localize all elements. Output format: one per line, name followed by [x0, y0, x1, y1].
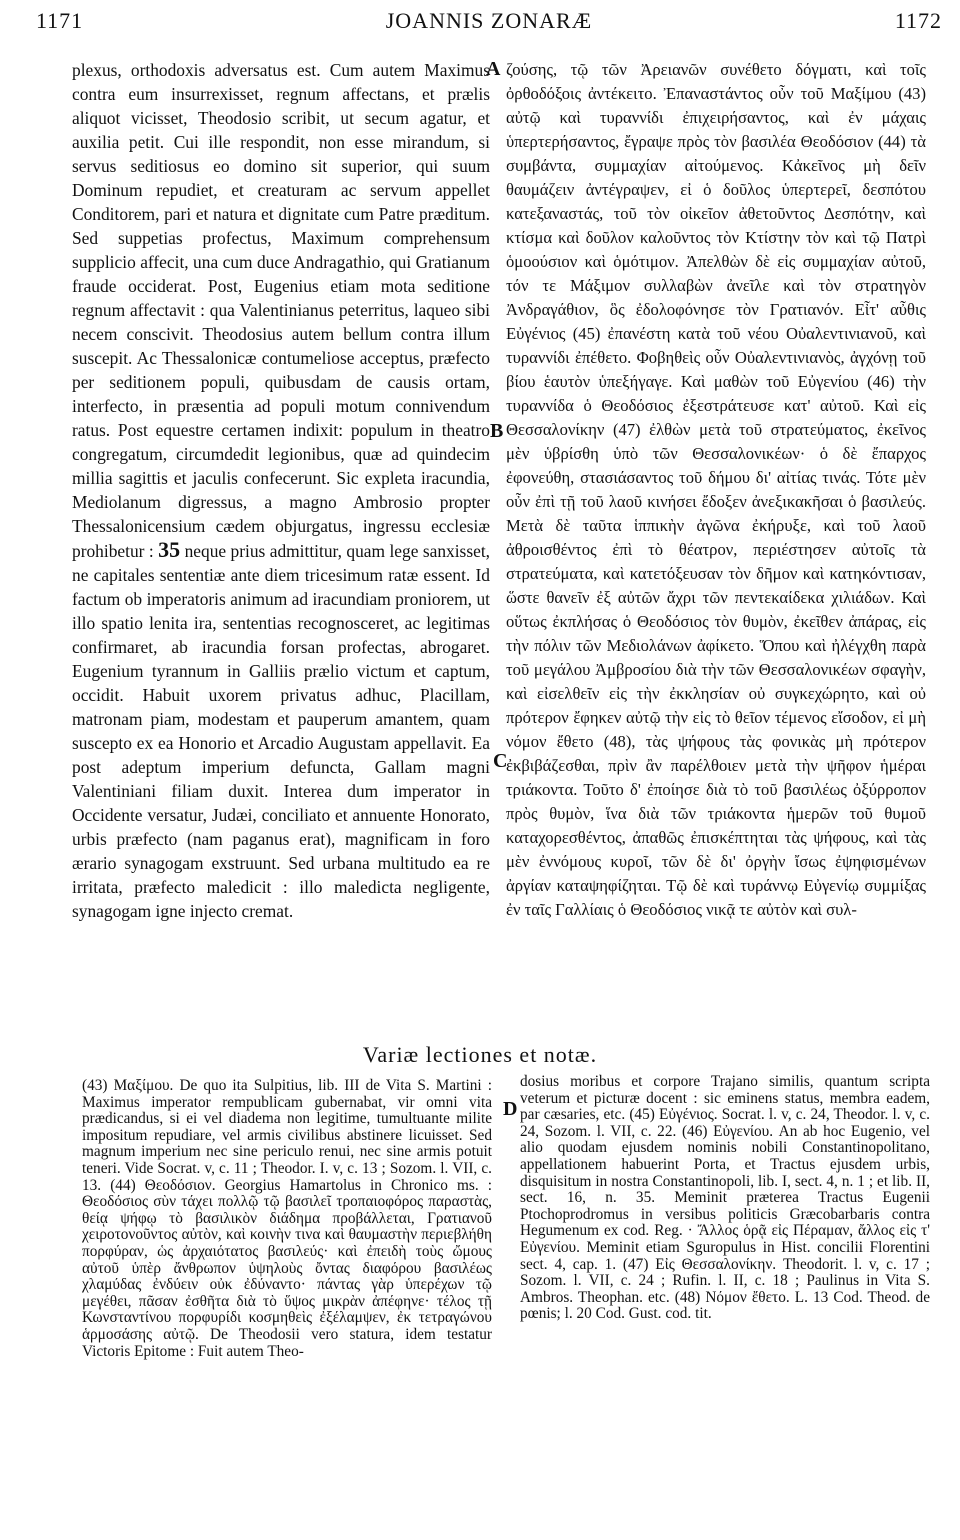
- latin-column: [72, 58, 490, 923]
- page-header: [36, 8, 942, 36]
- column-number-35: 35: [158, 537, 181, 562]
- latin-text-part-1: plexus, orthodoxis adversatus est. Cum autem Maximus contra eum insurrexisset, regnum affectans, et prælis aliquot vicisset, Theodosio scribit, ut secum agatur, et auxilia petit. Cui ille respondit, non esse mirandum, si servus seditiosus eo domino sit superior, qui suum Dominum repudiet, et creaturam ac servum appellet Conditorem, pari et natura et dignitate cum Patre præditum. Sed suppetias profectus, Maximum comprehensum supplicio affecit, una cum duce Andragathio, qui Gratianum fraude occiderat. Post, Eugenius etiam mota seditione regnum affectavit : qua Valentinianus peterritus, laqueo sibi necem conscivit. Theodosius autem bellum contra illum suscepit. Ac Thessalonicæ contumeliose acceptus, præfecto per seditionem populi, quibusdam de causis ortam, interfecto, in præsentia ad populi motum connivendum ratus. Post equestre certamen indixit: populum in theatro congregatum, circumdedit legionibus, quæ ad quindecim millia sagittis et jaculis confecerunt. Sic expleta iracundia, Mediolanum digressus, a magno Ambrosio propter Thessalonicensium cædem objurgatus, ingressu ecclesiæ prohibetur :: [72, 60, 490, 561]
- margin-marker-d: D: [503, 1098, 518, 1120]
- notes-heading: Variæ lectiones et notæ.: [362, 1042, 598, 1067]
- running-title: JOANNIS ZONARÆ: [385, 8, 593, 33]
- notes-left-column: [82, 1078, 492, 1360]
- notes-left-text: (43) Μαξίμου. De quo ita Sulpitius, lib. III de Vita S. Martini : Maximus imperator rempublicam gubernabat, vir omni vita prædicandus, si ei vel diadema non legitime, tumultuante milite impositum repudiare, vel armis civilibus abstinere licuisset. Sed magnum imperium nec sine periculo renui, nec sine armis potuit teneri. Vide Socrat. v, c. 11 ; Theodor. I. v, c. 13 ; Sozom. l. VII, c. 13. (44) Θεοδόσιον. Georgius Hamartolus in Chronico ms. : Θεοδόσιος σὺν τάχει πολλῷ τῷ βασιλεῖ τροπαιοφόρος παραστὰς, θείᾳ ψήφῳ τὸ βασιλικὸν διάδημα προβάλλεται, Γρατιανοῦ χειροτονοῦντος αὐτὸν, καὶ κοινὴν τινα καὶ θαυμαστὴν περιεβλήθη πορφύραν, ὡς ἀρχαιότατος βασιλεύς· καὶ ἐπειδὴ τοὺς ὤμους αὐτοῦ ὑπὲρ ἄνθρωπον ὑψηλοὺς ὄντας διαφόρου βασιλέως χλαμύδας ἐνδύειν οὐκ ἐδύναντο· πάντας γὰρ ὑπερέχων τῷ μεγέθει, πᾶσαν ἐσθῆτα διὰ τὸ ὕψος μικρὰν ἀπέφηνε· τέλος τῇ Κωνσταντίνου πορφυρίδι κοσμηθεὶς ἐξέλαμψεν, ἐκ τετραγώνου ἁρμοσάσης αὐτῷ. De Theodosii vero statura, idem testatur Victoris Epitome : Fuit autem Theo-: [82, 1077, 492, 1360]
- notes-right-column: [520, 1074, 930, 1323]
- margin-marker-a: A: [486, 58, 501, 80]
- greek-column: [506, 58, 926, 922]
- left-page-number: 1171: [36, 8, 84, 33]
- right-page-number: 1172: [894, 8, 942, 33]
- notes-right-text: dosius moribus et corpore Trajano similis, quantum scripta veterum et picturæ docent : sic eminens status, membra eadem, par cæsaries, etc. (45) Εὐγένιος. Socrat. l. v, c. 24, Theodor. l. v, c. 24, Sozom. l. VII, c. 22. (46) Εὐγενίου. An ab hoc Eugenio, vel alio quodam ejusdem nominis nobili Constantinopolitano, appellationem habuerint Porta, et Tractus ejusdem urbis, disquisitum in nostra Constantinopoli, lib. I, sect. 4, n. 1 ; et lib. II, sect. 16, n. 35. Meminit præterea Tractus Eugenii Ptochoprodromus in versibus politicis Græcobarbaris contra Hegumenum ex cod. Reg. · Ἄλλος ὁρᾷ εἰς Πέραμαν, ἄλλος εἰς τ' Εὐγενίου. Meminit etiam Sguropulus in Hist. concilii Florentini sect. 4, cap. 1. (47) Εἰς Θεσσαλονίκην. Theodorit. l. v, c. 17 ; Sozom. l. VII, c. 24 ; Rufin. l. II, c. 18 ; Paulinus in Vita S. Ambros. Theophan. etc. (48) Νόμον ἔθετο. L. 13 Cod. Theod. de pœnis; l. 20 Cod. Gust. cod. tit.: [520, 1073, 930, 1323]
- latin-text-part-2: neque prius admittitur, quam lege sanxisset, ne capitales sententiæ ante diem tricesimum ratæ essent. Id factum ob imperatoris animum ad iracundiam proniorem, ut illo spatio lenita ira, sententias recognosceret, ac legitimas confirmaret, ab iracundia forsan profectas, abrogaret. Eugenium tyrannum in Galliis prælio victum et captum, occidit. Habuit uxorem privatus adhuc, Placillam, matronam piam, modestam et pauperum amantem, quam suscepto ex ea Honorio et Arcadio Augustam appellavit. Ea post adeptum imperium defuncta, Gallam magni Valentiniani filiam duxit. Interea dum imperator in Occidente versatur, Judæi, conciliato et annuente Honorato, urbis præfecto (nam paganus erat), magnificam in foro ærario synagogam exstruunt. Sed urbana multitudo ea re irritata, præfecto maledicit : illo maledicta negligente, synagogam igne injecto cremat.: [72, 541, 490, 921]
- margin-marker-c: C: [493, 750, 508, 772]
- margin-marker-b: B: [490, 420, 504, 442]
- greek-paragraph: ζούσης, τῷ τῶν Ἀρειανῶν συνέθετο δόγματι, καὶ τοῖς ὀρθοδόξοις ἀντέκειτο. Ἐπαναστάντος οὖν τοῦ Μαξίμου (43) αὐτῷ καὶ τυραννίδι ἐπιχειρήσαντος, καὶ ἐν μάχαις ὑπερτερήσαντος, ἔγραψε πρὸς τὸν βασιλέα Θεοδόσιον (44) τὰ συμβάντα, συμμαχίαν αἰτούμενος. Κἀκεῖνος μὴ δεῖν θαυμάζειν ἀντέγραψεν, εἰ ὁ δοῦλος ὑπερτερεῖ, δεσπότου κατεξαναστάς, τοῦ τὸν οἰκεῖον ἀθετοῦντος Δεσπότην, καὶ κτίσμα καὶ δοῦλον καλοῦντος τὸν Κτίστην τὸν καὶ τῷ Πατρὶ ὁμοούσιον καὶ ὁμότιμον. Ἀπελθὼν δὲ εἰς συμμαχίαν αὐτοῦ, τόν τε Μάξιμον συλλαβὼν ἀνεῖλε καὶ τὸν στρατηγὸν Ἀνδραγάθιον, ὃς ἐδολοφόνησε τὸν Γρατιανόν. Εἶτ' αὖθις Εὐγένιος (45) ἐπανέστη κατὰ τοῦ νέου Οὐαλεντινιανοῦ, καὶ τυραννίδι ἐπέθετο. Φοβηθεὶς οὖν Οὐαλεντινιανὸς, ἀγχόνῃ τοῦ βίου ἑαυτὸν ὑπεξήγαγε. Καὶ μαθὼν τοῦ Εὐγενίου (46) τὴν τυραννίδα ὁ Θεοδόσιος ἐξεστράτευσε κατ' αὐτοῦ. Καὶ εἰς Θεσσαλονίκην (47) ἐλθὼν μετὰ τοῦ στρατεύματος, ἐκεῖνος μὲν ὑβρίσθη ὑπὸ τῶν Θεσσαλονικέων· ὁ δὲ ἔπαρχος ἐφονεύθη, στασιάσαντος τοῦ δήμου δι' αἰτίας τινάς. Τότε μὲν οὖν ἐπὶ τῇ τοῦ λαοῦ κινήσει ἔδοξεν ἀνεξικακῆσαι ὁ βασιλεύς. Μετὰ δὲ ταῦτα ἱππικὴν ἀγῶνα ἐκήρυξε, καὶ τοῦ λαοῦ ἀθροισθέντος ἐπὶ τὸ θέατρον, περιέστησεν αὐτοῖς τὰ στρατεύματα, καὶ κατετόξευσαν τὸν δῆμον καὶ κατηκόντισαν, ὥστε θανεῖν ἐξ αὐτῶν ἄχρι τῶν πεντεκαίδεκα χιλιάδων. Καὶ οὕτως ἐκπλήσας ὁ Θεοδόσιος τὸν θυμὸν, ἐκεῖθεν ἀπάρας, εἰς τὴν πόλιν τῶν Μεδιολάνων ἀφίκετο. Ὅπου καὶ ἠλέγχθη παρὰ τοῦ μεγάλου Ἀμβροσίου διὰ τὴν τῶν Θεσσαλονικέων σφαγὴν, καὶ εἰσελθεῖν εἰς τὴν ἐκκλησίαν οὐ συγκεχώρητο, καὶ οὐ πρότερον ἔφηκεν αὐτῷ τὴν εἰς τὸ θεῖον τέμενος εἴσοδον, εἰ μὴ νόμον ἔθετο (48), τὰς ψήφους τὰς φονικὰς μὴ πρότερον ἐκβιβάζεσθαι, πρὶν ἂν παρέλθοιεν μετὰ τὴν ψῆφον ἡμέραι τριάκοντα. Τοῦτο δ' ἐποίησε διὰ τὸ τοῦ βασιλέως ὀξύρροπον πρὸς θυμὸν, ἵνα διὰ τῶν τριάκοντα ἡμερῶν τοῦ θυμοῦ καταχορεσθέντος, ἀπαθῶς ἐπισκέπτηται τὰς ψήφους, καὶ τὰς μὲν ἐννόμους κυροῖ, τῶν δὲ δι' ὀργὴν ἴσως ἐψηφισμένων ἀργίαν καταψηφίζηται. Τῷ δὲ καὶ τυράννῳ Εὐγενίῳ συμμίξας ἐν ταῖς Γαλλίαις ὁ Θεοδόσιος νικᾷ τε αὐτὸν καὶ συλ-: [506, 60, 926, 919]
- latin-paragraph-1: [72, 58, 490, 923]
